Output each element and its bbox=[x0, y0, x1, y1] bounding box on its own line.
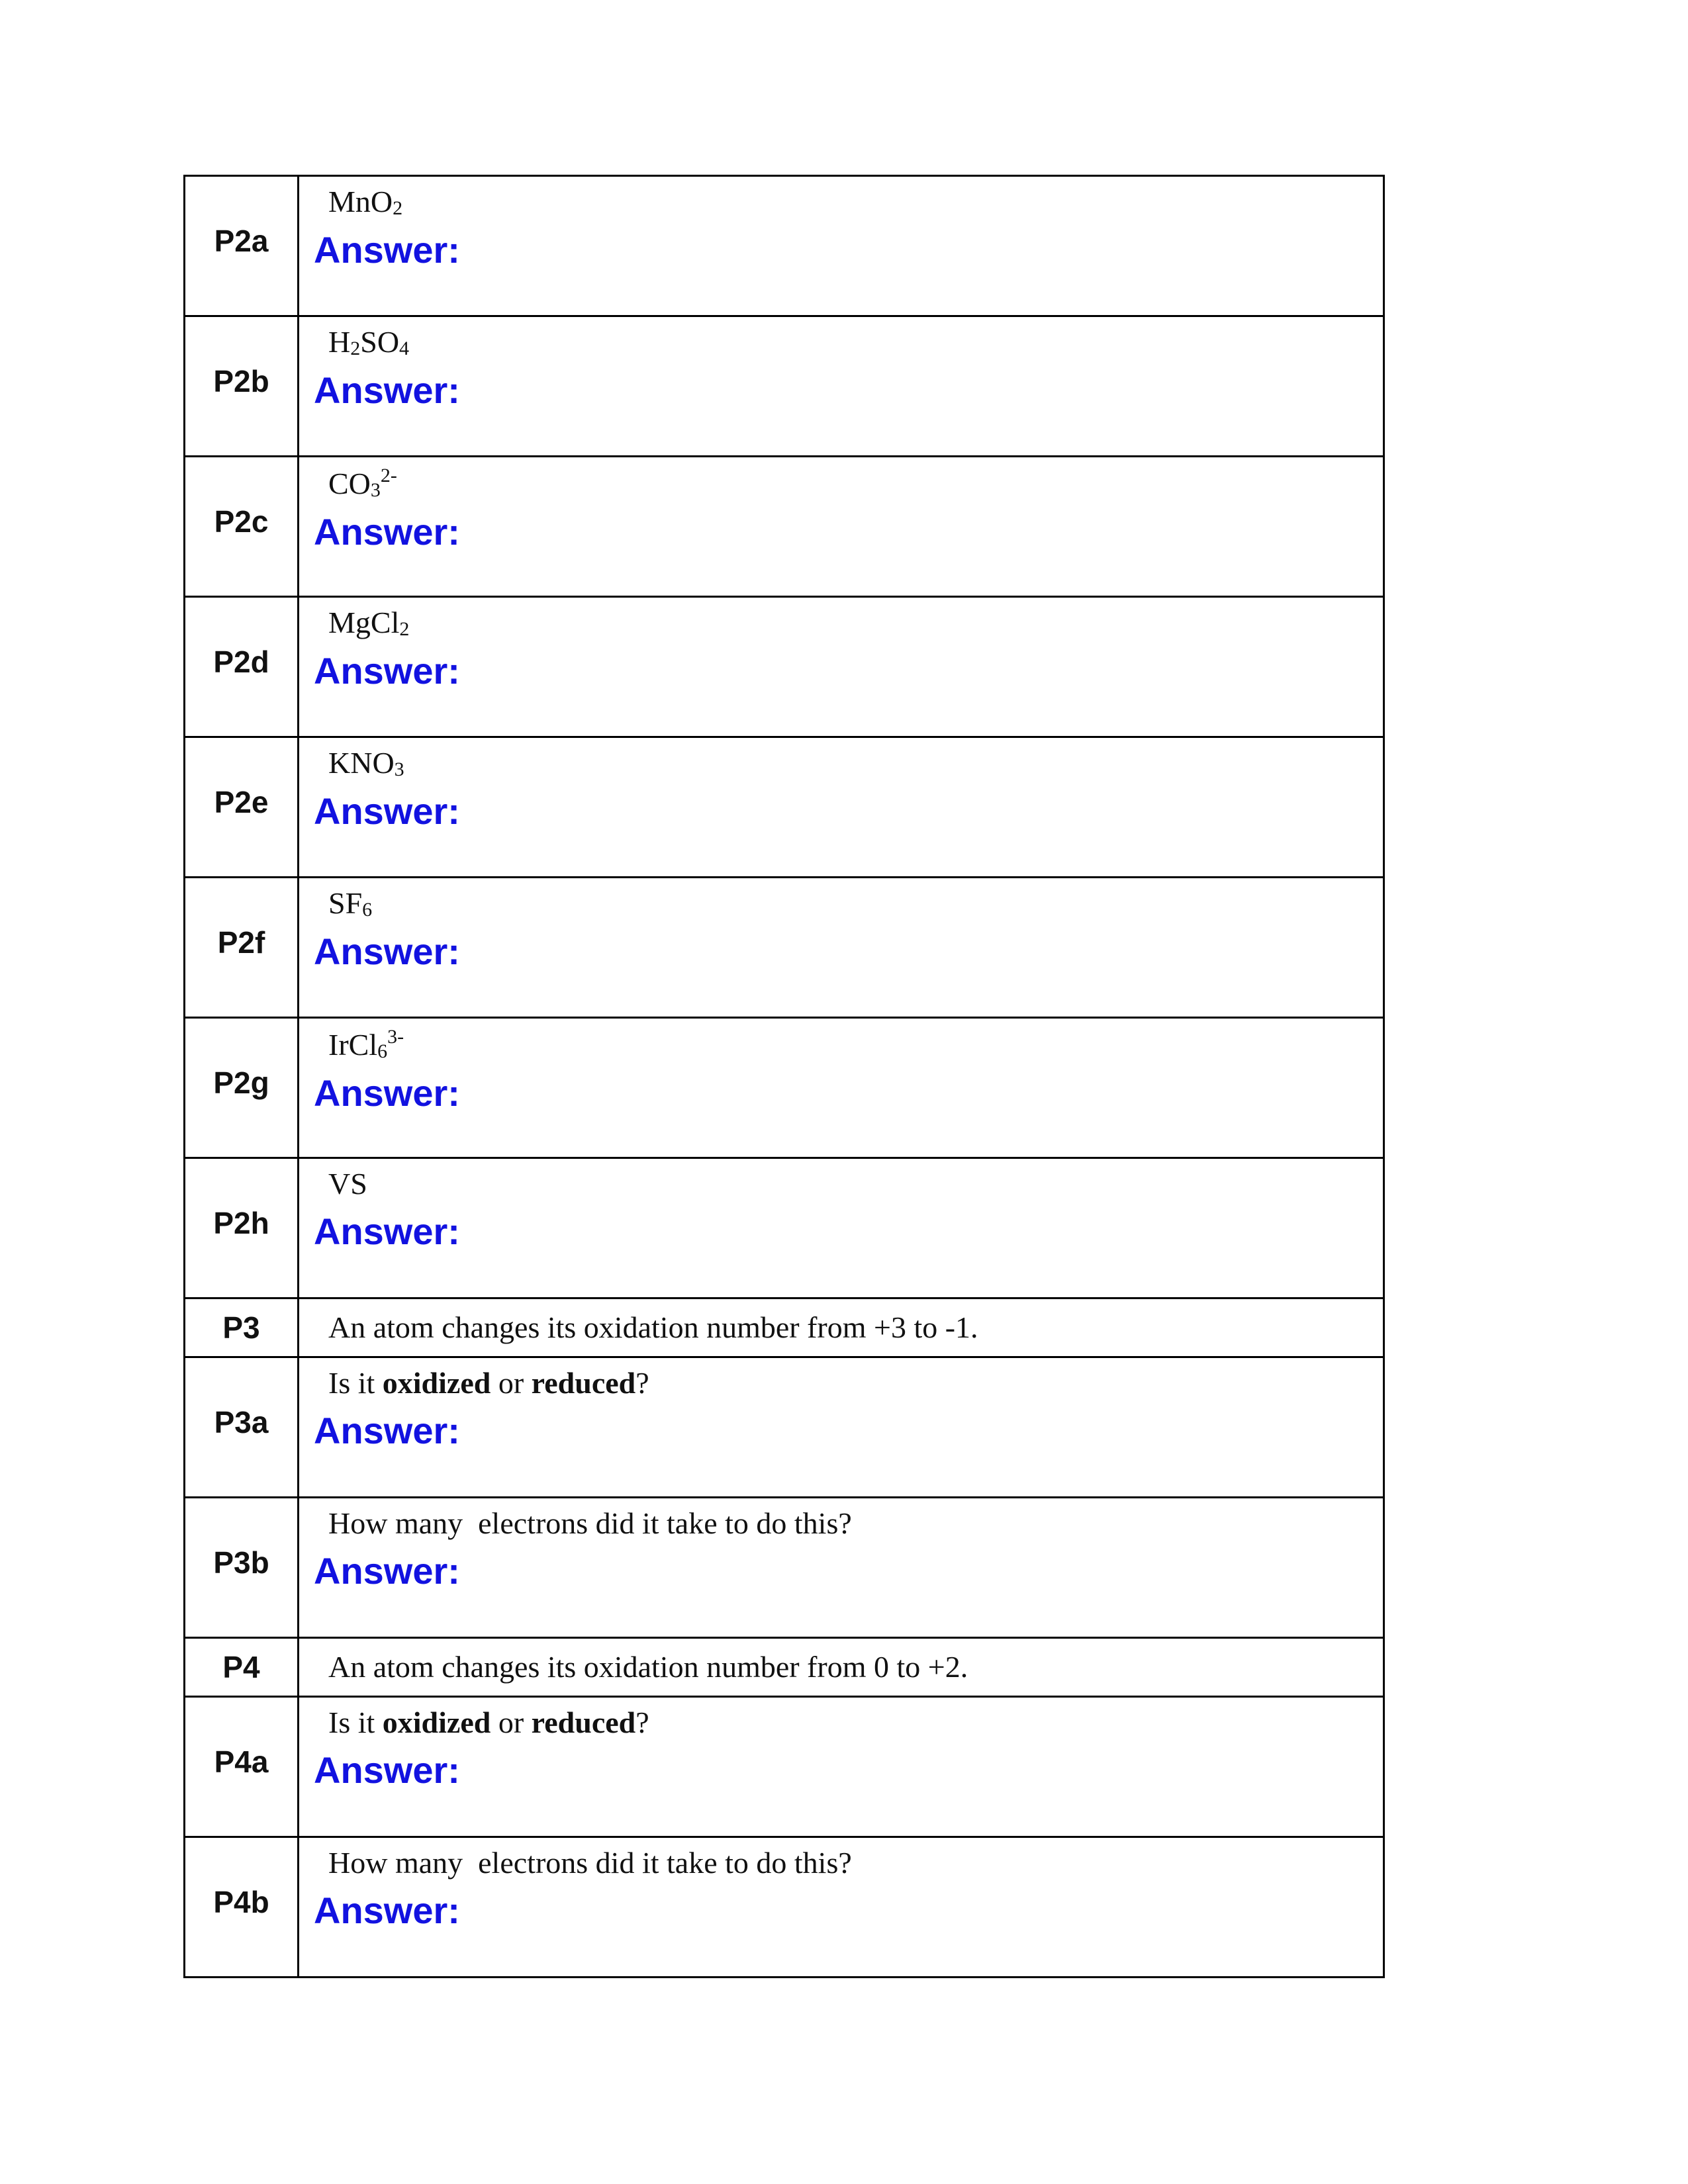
formula: MnO$_2$ bbox=[328, 185, 403, 219]
row-content bbox=[299, 1837, 1384, 1978]
table-row bbox=[185, 457, 1384, 597]
row-content bbox=[299, 737, 1384, 878]
formula: $CO_3^{2-}$ bbox=[328, 465, 397, 501]
table-row bbox=[185, 1638, 1384, 1697]
row-label: P3 bbox=[185, 1298, 299, 1357]
row-label: P2d bbox=[185, 597, 299, 737]
answer-label[interactable]: Answer: bbox=[314, 1550, 460, 1592]
row-label: P2b bbox=[185, 316, 299, 457]
row-content bbox=[299, 597, 1384, 737]
row-content bbox=[299, 1018, 1384, 1158]
answer-label[interactable]: Answer: bbox=[314, 650, 460, 692]
row-label: P4 bbox=[185, 1638, 299, 1697]
row-label: P2e bbox=[185, 737, 299, 878]
answer-label[interactable]: Answer: bbox=[314, 369, 460, 411]
row-content bbox=[299, 1498, 1384, 1638]
row-label: P3a bbox=[185, 1357, 299, 1498]
row-label: P2c bbox=[185, 457, 299, 597]
row-content bbox=[299, 176, 1384, 316]
row-content bbox=[299, 1638, 1384, 1697]
question: Is it oxidized or reduced? bbox=[328, 1706, 649, 1739]
answer-label[interactable]: Answer: bbox=[314, 1210, 460, 1253]
answer-label[interactable]: Answer: bbox=[314, 1889, 460, 1932]
formula: IrCl$_6^{3-}$ bbox=[328, 1026, 404, 1062]
table-row bbox=[185, 1357, 1384, 1498]
row-content bbox=[299, 1697, 1384, 1837]
table-row bbox=[185, 1158, 1384, 1298]
row-label: P2h bbox=[185, 1158, 299, 1298]
table-row bbox=[185, 1298, 1384, 1357]
formula: VS bbox=[328, 1167, 367, 1201]
formula: $H_2SO_4$ bbox=[328, 325, 410, 359]
answer-label[interactable]: Answer: bbox=[314, 229, 460, 271]
row-label: P4b bbox=[185, 1837, 299, 1978]
row-label: P2f bbox=[185, 878, 299, 1018]
row-content bbox=[299, 878, 1384, 1018]
answer-label[interactable]: Answer: bbox=[314, 931, 460, 972]
question: Is it oxidized or reduced? bbox=[328, 1366, 649, 1400]
statement: An atom changes its oxidation number from 0 to +2. bbox=[328, 1650, 968, 1684]
answer-label[interactable]: Answer: bbox=[314, 511, 460, 553]
statement: An atom changes its oxidation number from +3 to -1. bbox=[328, 1310, 978, 1345]
table-row bbox=[185, 176, 1384, 316]
answer-label[interactable]: Answer: bbox=[314, 1749, 460, 1792]
question: How many electrons did it take to do this? bbox=[328, 1506, 852, 1540]
table-row bbox=[185, 597, 1384, 737]
row-label: P3b bbox=[185, 1498, 299, 1638]
table-row bbox=[185, 316, 1384, 457]
row-label: P4a bbox=[185, 1697, 299, 1837]
row-content bbox=[299, 1158, 1384, 1298]
row-content bbox=[299, 457, 1384, 597]
row-content bbox=[299, 316, 1384, 457]
worksheet-table bbox=[183, 175, 1385, 1978]
table-row bbox=[185, 1498, 1384, 1638]
table-row bbox=[185, 878, 1384, 1018]
formula: $SF_6$ bbox=[328, 886, 373, 921]
formula: $KNO_3$ bbox=[328, 746, 404, 780]
answer-label[interactable]: Answer: bbox=[314, 1072, 460, 1114]
formula: MgCl$_2$ bbox=[328, 606, 410, 640]
table-row bbox=[185, 737, 1384, 878]
table-row bbox=[185, 1697, 1384, 1837]
row-label: P2g bbox=[185, 1018, 299, 1158]
table-row bbox=[185, 1837, 1384, 1978]
question: How many electrons did it take to do this? bbox=[328, 1846, 852, 1880]
answer-label[interactable]: Answer: bbox=[314, 1410, 460, 1452]
row-label: P2a bbox=[185, 176, 299, 316]
row-content bbox=[299, 1298, 1384, 1357]
table-row bbox=[185, 1018, 1384, 1158]
answer-label[interactable]: Answer: bbox=[314, 790, 460, 832]
row-content bbox=[299, 1357, 1384, 1498]
